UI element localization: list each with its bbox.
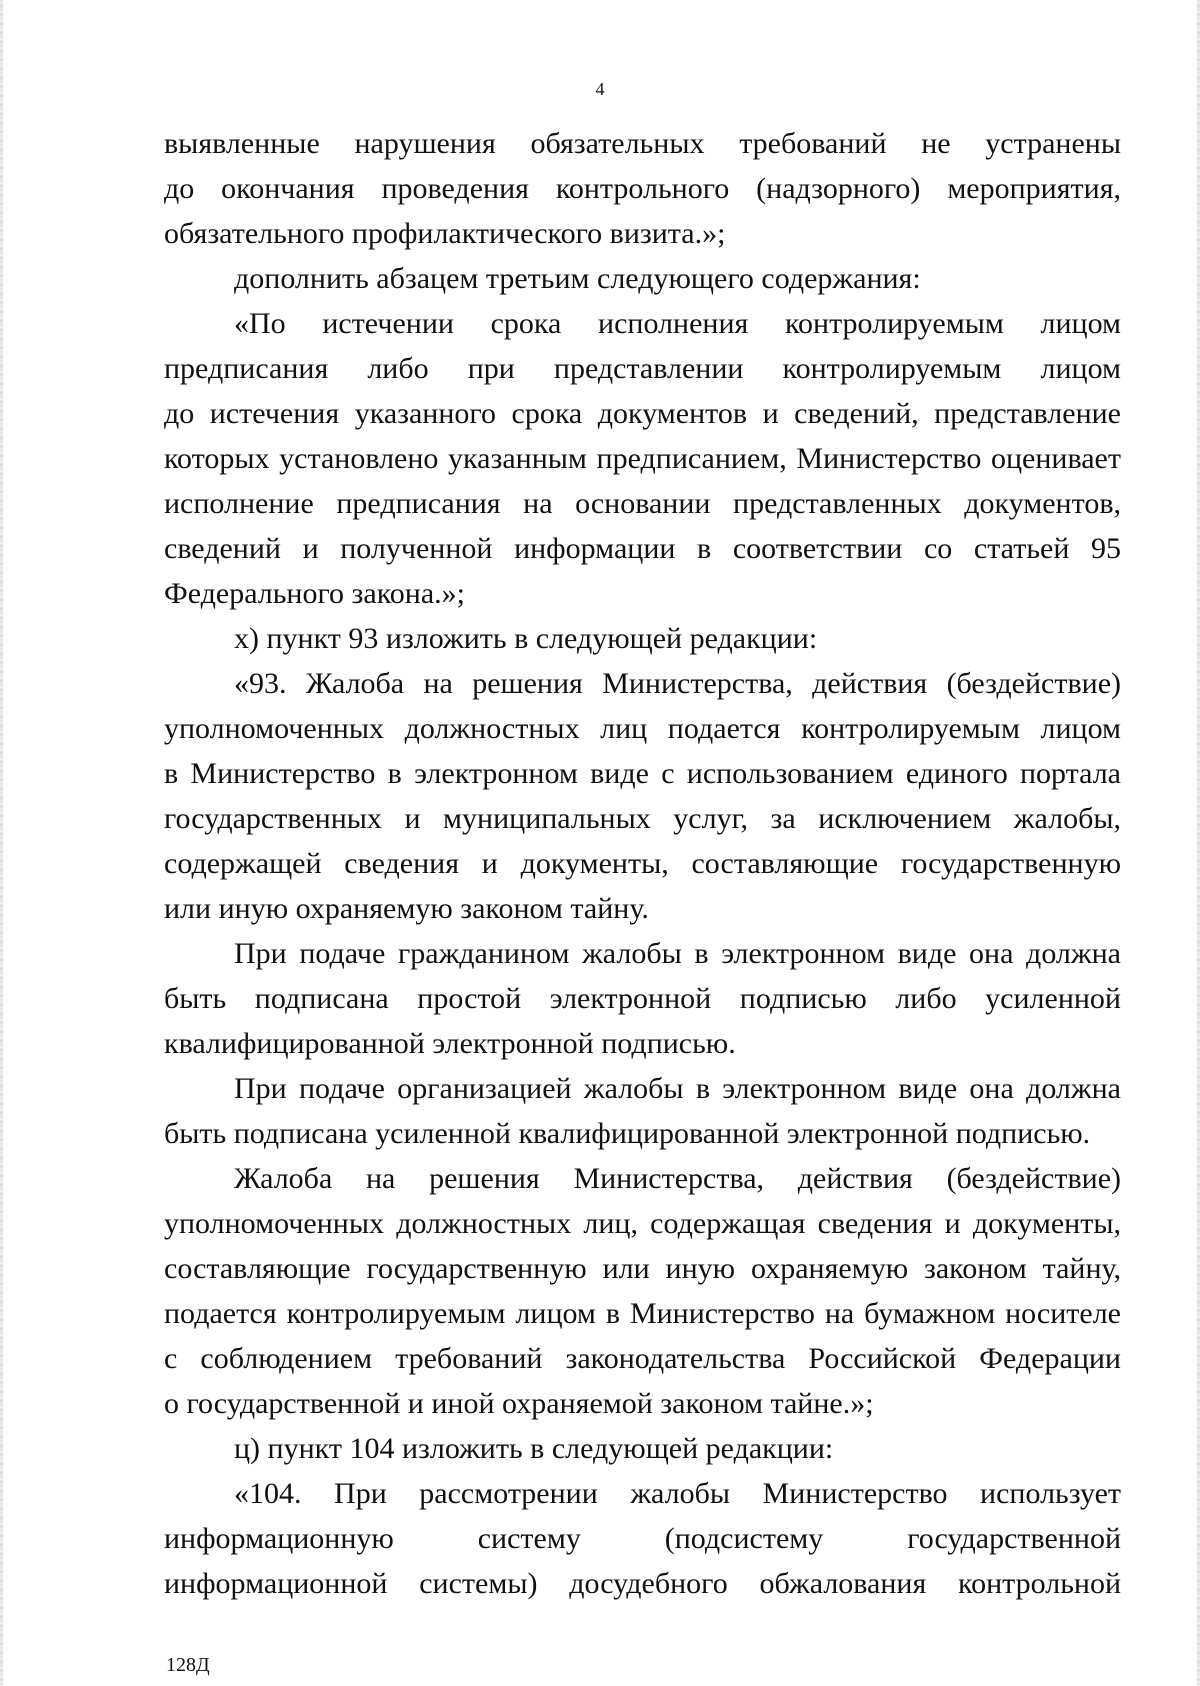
text-line: быть подписана простой электронной подписью либо усиленной: [164, 982, 1121, 1015]
text-line: При подаче гражданином жалобы в электронном виде она должна: [234, 937, 1121, 970]
text-line: ц) пункт 104 изложить в следующей редакции:: [234, 1432, 834, 1465]
text-line: При подаче организацией жалобы в электронном виде она должна: [234, 1072, 1121, 1105]
document-code: 128Д: [166, 1654, 210, 1676]
text-line: о государственной и иной охраняемой законом тайне.»;: [164, 1387, 874, 1420]
text-line: быть подписана усиленной квалифицированной электронной подписью.: [164, 1117, 1091, 1150]
text-line: х) пункт 93 изложить в следующей редакции:: [234, 622, 818, 655]
text-line: квалифицированной электронной подписью.: [164, 1027, 736, 1060]
text-line: обязательного профилактического визита.»;: [164, 217, 726, 250]
text-line: сведений и полученной информации в соответствии со статьей 95: [164, 532, 1121, 565]
text-line: составляющие государственную или иную охраняемую законом тайну,: [164, 1252, 1121, 1285]
text-line: «104. При рассмотрении жалобы Министерство использует: [234, 1477, 1121, 1510]
text-line: Федерального закона.»;: [164, 577, 465, 610]
page-number: 4: [595, 79, 605, 99]
text-line: с соблюдением требований законодательства Российской Федерации: [164, 1342, 1121, 1375]
text-line: подается контролируемым лицом в Министерство на бумажном носителе: [164, 1297, 1121, 1330]
text-line: дополнить абзацем третьим следующего содержания:: [234, 262, 921, 295]
text-line: предписания либо при представлении контролируемым лицом: [164, 352, 1121, 385]
text-line: уполномоченных должностных лиц подается контролируемым лицом: [164, 712, 1121, 745]
text-line: в Министерство в электронном виде с использованием единого портала: [164, 757, 1121, 790]
text-line: до истечения указанного срока документов и сведений, представление: [164, 397, 1121, 430]
text-line: «По истечении срока исполнения контролируемым лицом: [234, 307, 1121, 340]
text-line: Жалоба на решения Министерства, действия (бездействие): [234, 1162, 1121, 1195]
text-line: до окончания проведения контрольного (надзорного) мероприятия,: [164, 172, 1121, 205]
text-line: информационной системы) досудебного обжалования контрольной: [164, 1567, 1121, 1600]
text-line: выявленные нарушения обязательных требований не устранены: [164, 127, 1121, 160]
text-line: исполнение предписания на основании представленных документов,: [164, 487, 1121, 520]
text-line: содержащей сведения и документы, составляющие государственную: [164, 847, 1121, 880]
text-line: уполномоченных должностных лиц, содержащая сведения и документы,: [164, 1207, 1121, 1240]
text-line: государственных и муниципальных услуг, за исключением жалобы,: [164, 802, 1121, 835]
body-text: [164, 121, 1121, 1606]
text-line: информационную систему (подсистему государственной: [164, 1522, 1121, 1555]
text-line: или иную охраняемую законом тайну.: [164, 892, 649, 925]
scan-edge-left: [0, 0, 3, 1686]
text-line: «93. Жалоба на решения Министерства, действия (бездействие): [234, 667, 1121, 700]
text-line: которых установлено указанным предписанием, Министерство оценивает: [164, 442, 1121, 475]
